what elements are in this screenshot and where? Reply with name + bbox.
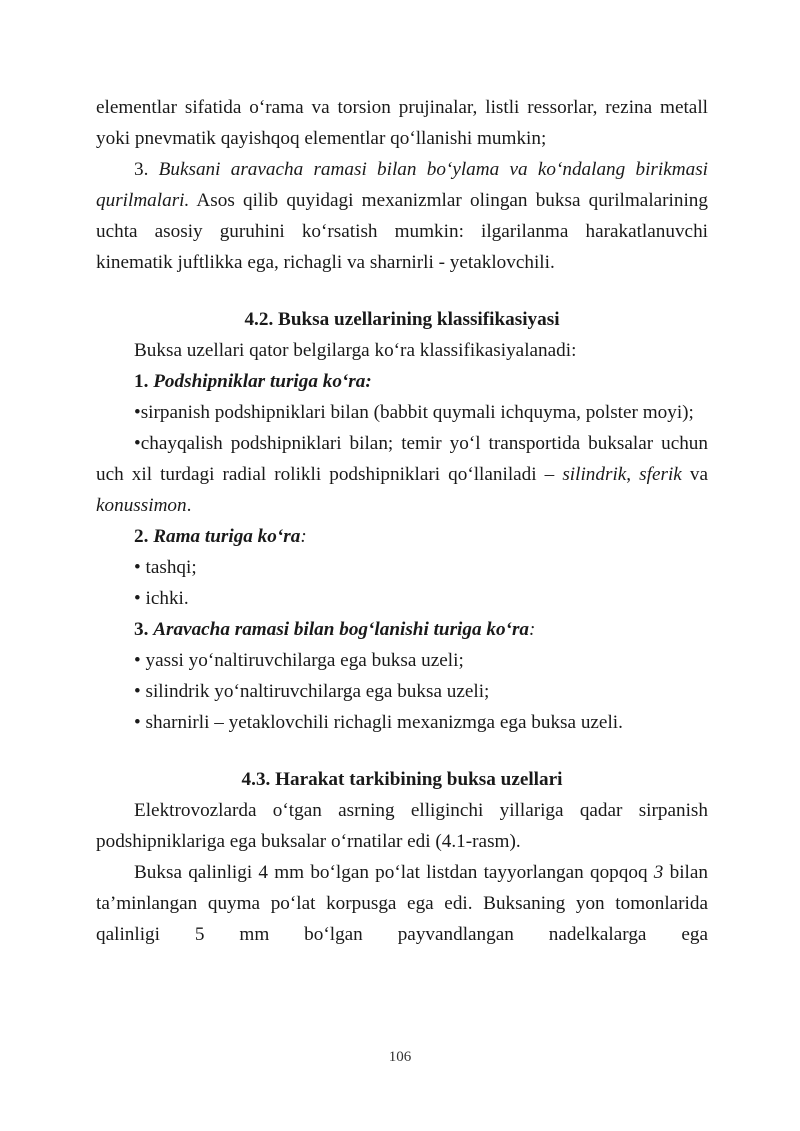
group-heading-2 bbox=[96, 521, 708, 552]
group-title: Podshipniklar turiga ko‘ra: bbox=[153, 371, 372, 392]
section-intro: Buksa uzellari qator belgilarga ko‘ra klassifikasiyalanadi: bbox=[134, 340, 577, 361]
list-item: • ichki. bbox=[134, 588, 189, 609]
group-number: 2. bbox=[134, 526, 154, 547]
list-item: • sharnirli – yetaklovchili richagli mexanizmga ega buksa uzeli. bbox=[134, 712, 623, 733]
item-text: Asos qilib quyidagi mexanizmlar olingan buksa qurilmalarining uchta asosiy guruhini ko‘rsatish mumkin: ilgarilanma harakatlanuvchi kinematik juftlikka ega, richagli va sharnirli - yetaklovchili. bbox=[96, 190, 708, 273]
page-number: 106 bbox=[388, 1049, 412, 1065]
section-heading-4-3: 4.3. Harakat tarkibining buksa uzellari bbox=[241, 769, 563, 790]
group-heading-1 bbox=[96, 366, 708, 397]
list-item bbox=[96, 428, 708, 521]
group-heading-3 bbox=[96, 614, 708, 645]
paragraph-text: Buksa qalinligi 4 mm bo‘lgan po‘lat listdan tayyorlangan qopqoq bbox=[134, 862, 654, 883]
paragraph bbox=[96, 857, 708, 950]
list-item: • silindrik yo‘naltiruvchilarga ega buksa uzeli; bbox=[134, 681, 490, 702]
list-item: •sirpanish podshipniklari bilan (babbit quymali ichquyma, polster moyi); bbox=[134, 402, 694, 423]
paragraph: Elektrovozlarda o‘tgan asrning elliginchi yillariga qadar sirpanish podshipniklariga ega buksalar o‘rnatilar edi (4.1-rasm). bbox=[96, 800, 708, 852]
list-item: • tashqi; bbox=[134, 557, 197, 578]
bearing-type: silindrik bbox=[562, 464, 627, 485]
item-title: Buksani aravacha ramasi bilan bo‘ylama va ko‘ndalang birikmasi qurilmalari. bbox=[96, 159, 708, 211]
group-title: Aravacha ramasi bilan bog‘lanishi turiga ko‘ra bbox=[153, 619, 530, 640]
group-number: 1. bbox=[134, 371, 154, 392]
bearing-type: sferik bbox=[639, 464, 682, 485]
bearing-type: konussimon bbox=[96, 495, 187, 516]
section-heading-4-2: 4.2. Buksa uzellarining klassifikasiyasi bbox=[244, 309, 560, 330]
list-item-text: •chayqalish podshipniklari bilan; temir yo‘l transportida buksalar uchun uch xil turdagi radial rolikli podshipniklari qo‘llaniladi – bbox=[96, 433, 708, 485]
paragraph-continuation: elementlar sifatida o‘rama va torsion prujinalar, listli ressorlar, rezina metall yoki pnevmatik qayishqoq elementlar qo‘llanishi mumkin; bbox=[96, 97, 708, 149]
group-title: Rama turiga ko‘ra bbox=[153, 526, 301, 547]
item-number: 3. bbox=[134, 159, 159, 180]
separator: va bbox=[681, 464, 708, 485]
figure-ref-number: 3 bbox=[653, 862, 664, 883]
page-content bbox=[96, 92, 708, 950]
group-colon: : bbox=[300, 526, 307, 547]
list-item: • yassi yo‘naltiruvchilarga ega buksa uzeli; bbox=[134, 650, 464, 671]
paragraph-item-3 bbox=[96, 154, 708, 278]
group-number: 3. bbox=[134, 619, 154, 640]
separator: , bbox=[626, 464, 640, 485]
group-colon: : bbox=[529, 619, 536, 640]
terminator: . bbox=[186, 495, 192, 516]
paragraph-text: bilan ta’minlangan quyma po‘lat korpusga ega edi. Buksaning yon tomonlarida qalinligi 5 mm bo‘lgan payvandlangan nadelkalarga ega bbox=[96, 862, 708, 945]
